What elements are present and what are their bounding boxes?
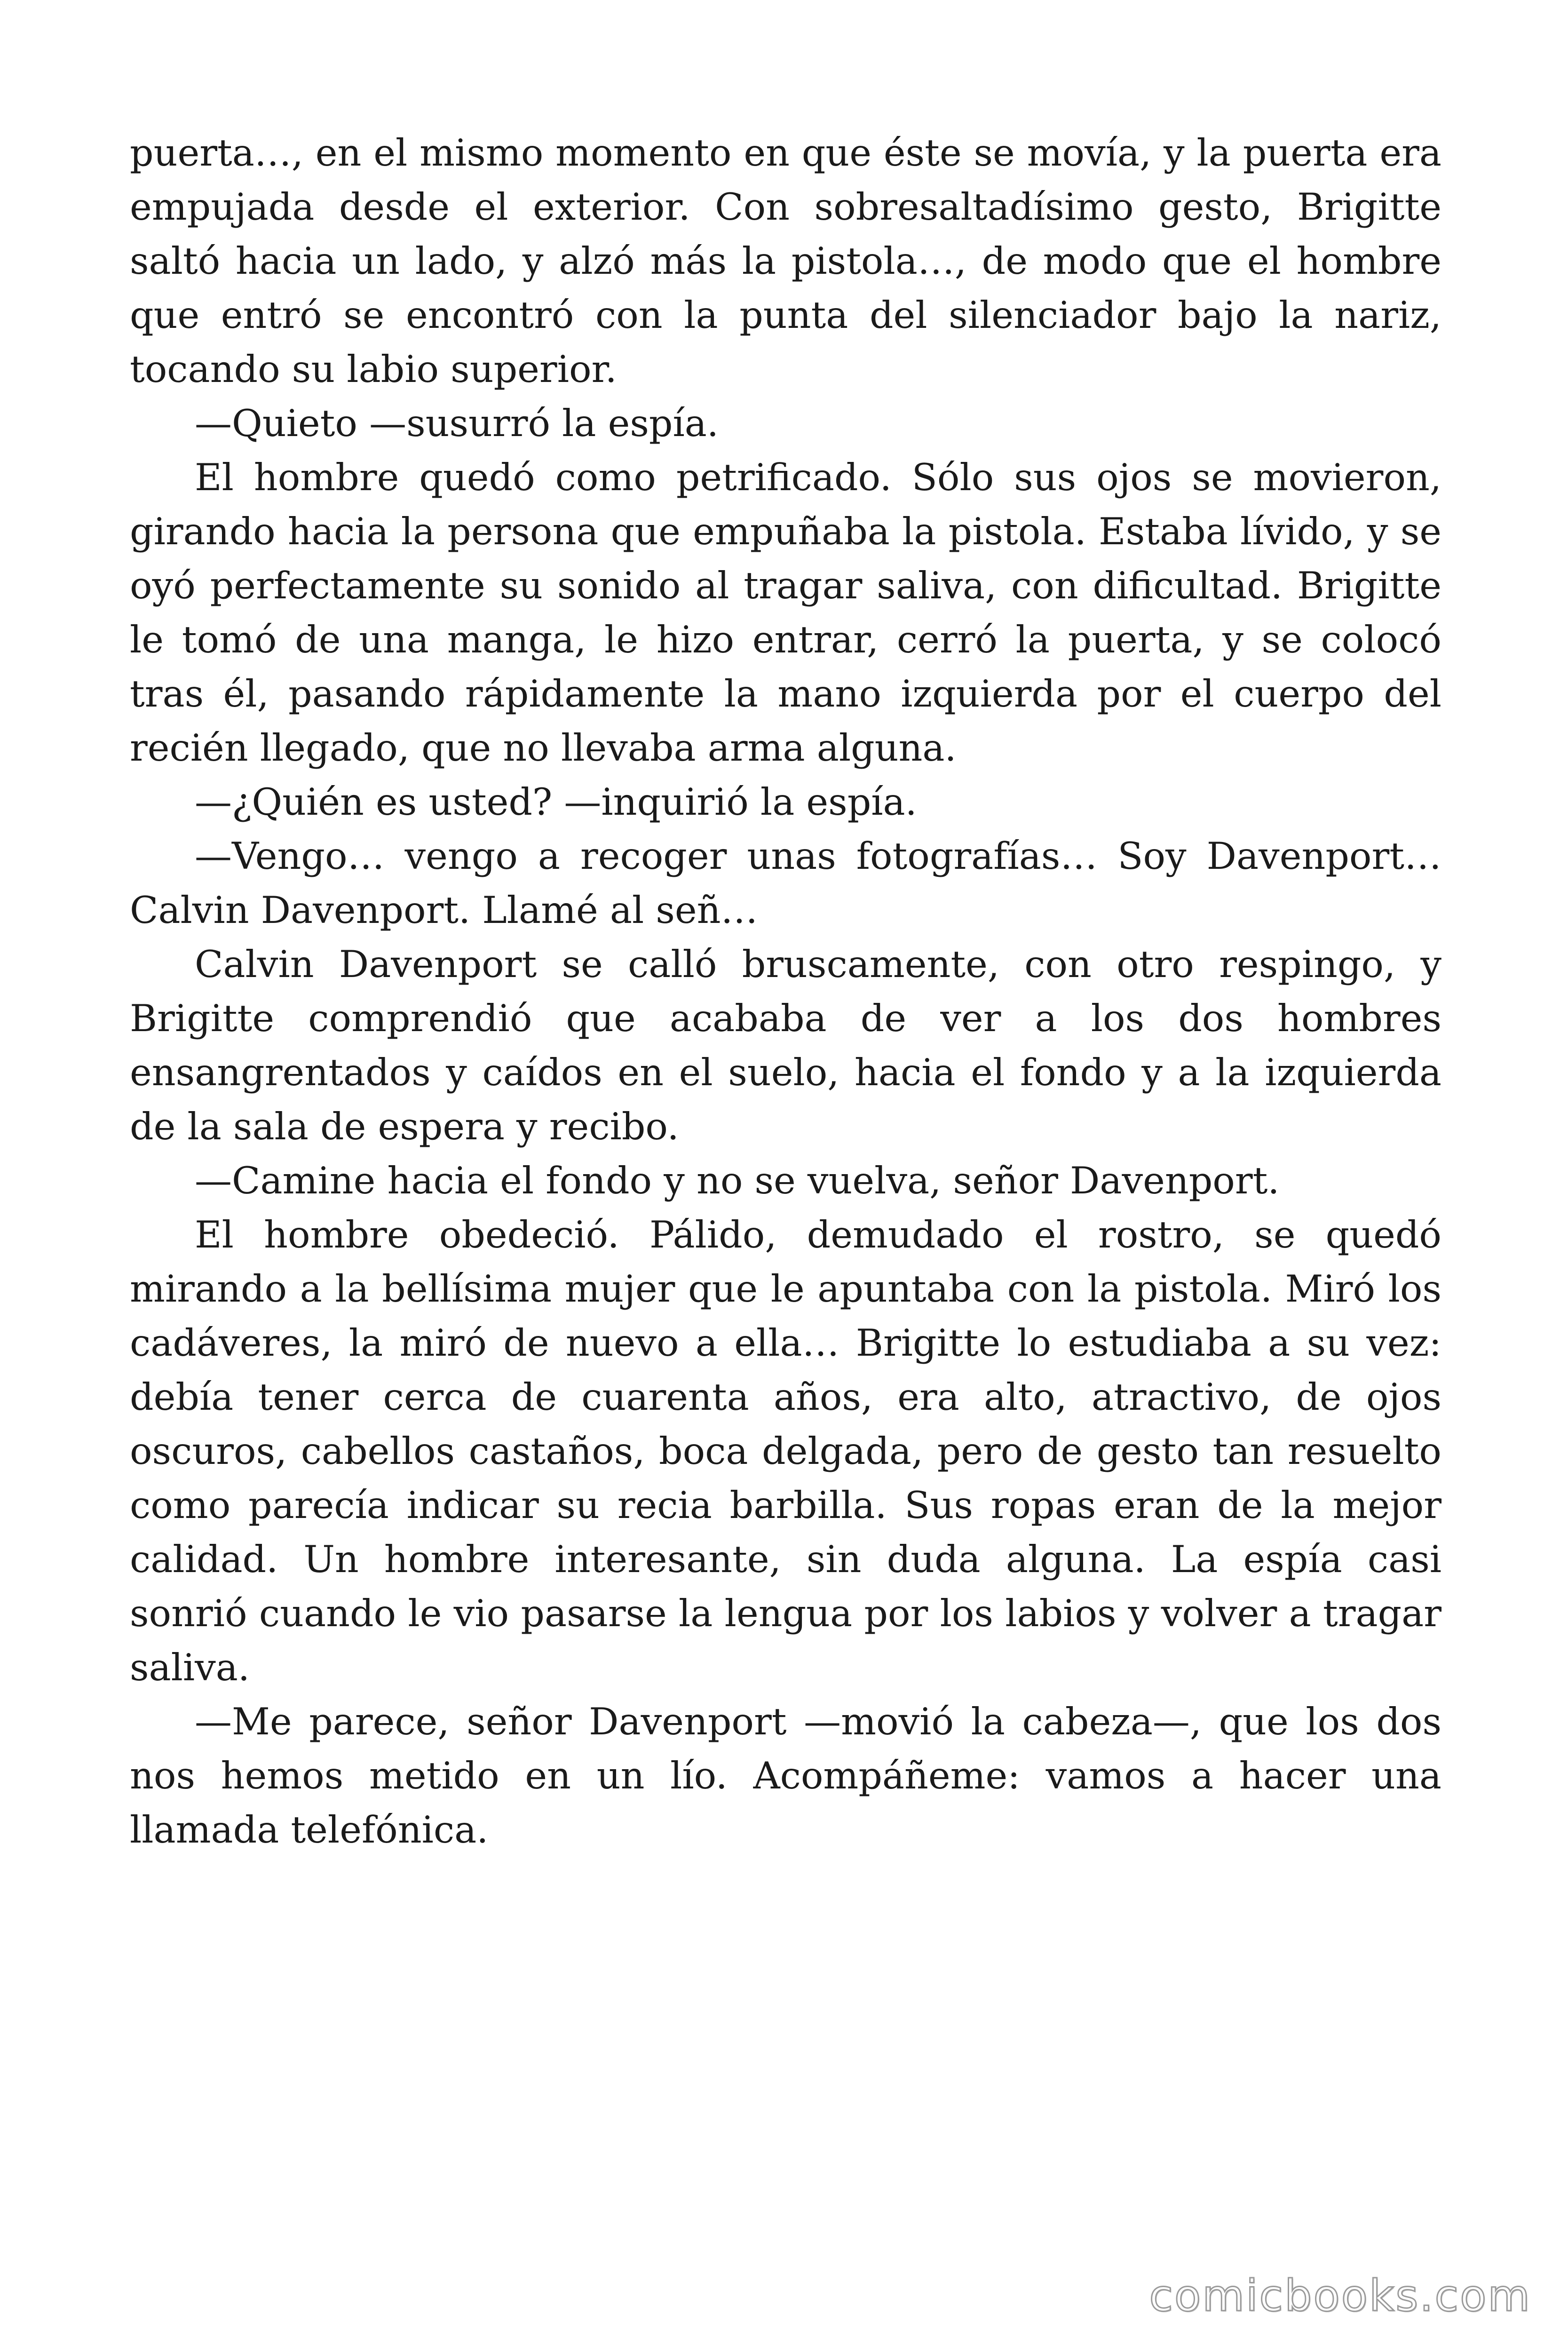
watermark: comicbooks.com [1149, 2271, 1531, 2321]
paragraph: El hombre quedó como petrificado. Sólo sus ojos se movieron, girando hacia la persona que empuñaba la pistola. Estaba lívido, y se oyó perfectamente su sonido al tragar saliva, con dificultad. Brigitte le tomó de una manga, le hizo entrar, cerró la puerta, y se colocó tras él, pasando rápidamente la mano izquierda por el cuerpo del recién llegado, que no llevaba arma alguna. [130, 456, 1441, 770]
body-text [130, 126, 1441, 1857]
paragraph: —¿Quién es usted? —inquirió la espía. [195, 780, 917, 824]
paragraph: El hombre obedeció. Pálido, demudado el rostro, se quedó mirando a la bellísima mujer que le apuntaba con la pistola. Miró los cadáveres, la miró de nuevo a ella… Brigitte lo estudiaba a su vez: debía tener cerca de cuarenta años, era alto, atractivo, de ojos oscuros, cabellos castaños, boca delgada, pero de gesto tan resuelto como parecía indicar su recia barbilla. Sus ropas eran de la mejor calidad. Un hombre interesante, sin duda alguna. La espía casi sonrió cuando le vio pasarse la lengua por los labios y volver a tragar saliva. [130, 1213, 1441, 1689]
paragraph: —Quieto —susurró la espía. [195, 402, 719, 445]
paragraph: —Me parece, señor Davenport —movió la cabeza—, que los dos nos hemos metido en un lío. Acompáñeme: vamos a hacer una llamada telefónica. [130, 1700, 1441, 1851]
paragraph: —Vengo… vengo a recoger unas fotografías… Soy Davenport… Calvin Davenport. Llamé al señ… [130, 834, 1441, 932]
paragraph: Calvin Davenport se calló bruscamente, con otro respingo, y Brigitte comprendió que acababa de ver a los dos hombres ensangrentados y caídos en el suelo, hacia el fondo y a la izquierda de la sala de espera y recibo. [130, 943, 1441, 1148]
paragraph: puerta…, en el mismo momento en que éste se movía, y la puerta era empujada desde el exterior. Con sobresaltadísimo gesto, Brigitte saltó hacia un lado, y alzó más la pistola…, de modo que el hombre que entró se encontró con la punta del silenciador bajo la nariz, tocando su labio superior. [130, 131, 1441, 391]
paragraph: —Camine hacia el fondo y no se vuelva, señor Davenport. [195, 1159, 1280, 1202]
